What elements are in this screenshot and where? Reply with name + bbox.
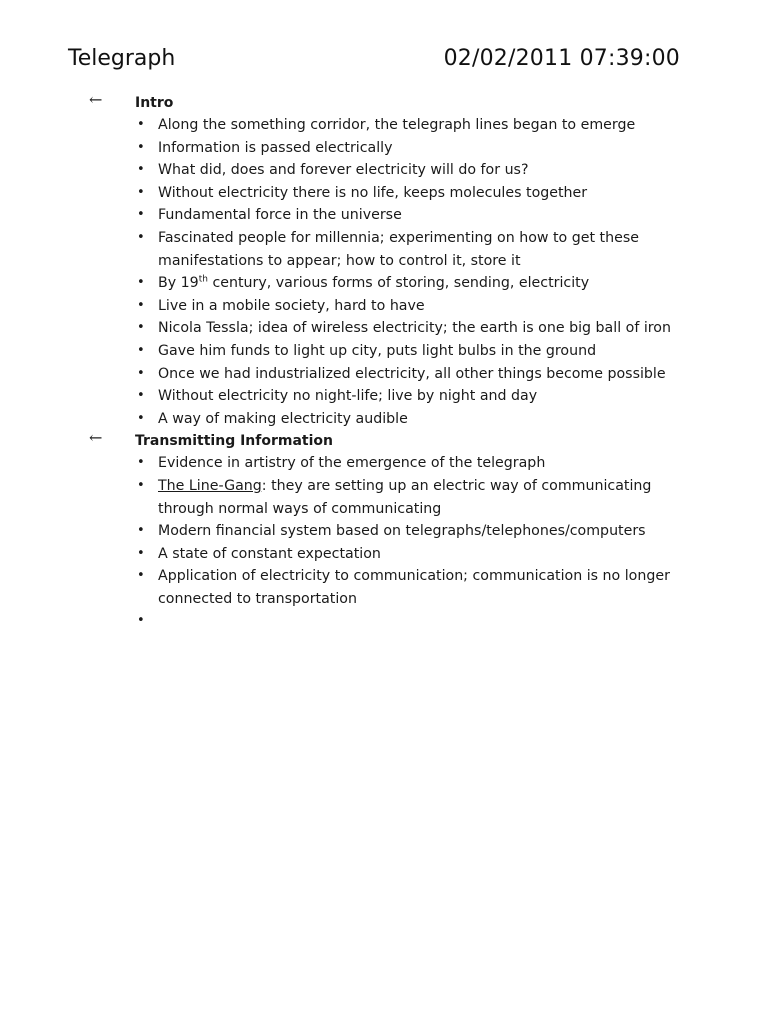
bullet-icon: • [137, 184, 145, 200]
section-heading-text: Transmitting Information [135, 433, 333, 450]
bullet-icon: • [137, 523, 145, 539]
bullet-item: • Live in a mobile society, hard to have [0, 295, 688, 318]
bullet-item: • Application of electricity to communication; communication is no longer connected to transportation [0, 565, 688, 610]
section-heading [0, 92, 768, 114]
bullet-icon: • [137, 388, 145, 404]
document-header [68, 44, 680, 76]
bullet-icon: • [137, 410, 145, 426]
bullet-icon: • [137, 229, 145, 245]
bullet-item: • Without electricity no night-life; live by night and day [0, 385, 688, 408]
bullet-icon: • [137, 365, 145, 381]
bullet-item: • A way of making electricity audible [0, 408, 688, 431]
bullet-icon: • [137, 320, 145, 336]
bullet-item: • Along the something corridor, the telegraph lines began to emerge [0, 114, 688, 137]
section-heading-text: Intro [135, 95, 174, 111]
bullet-item: • By 19th century, various forms of storing, sending, electricity [0, 272, 688, 295]
notes-sections [0, 90, 768, 629]
section-intro [0, 92, 768, 430]
bullet-icon: • [137, 613, 145, 629]
bullet-item: • Fascinated people for millennia; experimenting on how to get these manifestations to appear; how to control it, store it [0, 227, 688, 272]
bullet-item: • Without electricity there is no life, keeps molecules together [0, 182, 688, 205]
bullet-item: • Nicola Tessla; idea of wireless electricity; the earth is one big ball of iron [0, 317, 688, 340]
document-datetime: 02/02/2011 07:39:00 [443, 46, 680, 71]
section-transmitting-information [0, 428, 768, 629]
section-heading [0, 430, 768, 452]
bullet-icon: • [137, 455, 145, 471]
underlined-term: The Line-Gang [158, 477, 262, 494]
document-title: Telegraph [68, 46, 176, 71]
bullet-icon: • [137, 275, 145, 291]
bullet-item: • Evidence in artistry of the emergence of the telegraph [0, 452, 688, 475]
bullet-item: • Fundamental force in the universe [0, 204, 688, 227]
bullet-icon: • [137, 207, 145, 223]
bullet-list [0, 452, 768, 629]
left-arrow-icon: ← [89, 90, 103, 109]
bullet-icon: • [137, 297, 145, 313]
bullet-item: • Information is passed electrically [0, 137, 688, 160]
bullet-icon: • [137, 477, 145, 493]
bullet-item: • What did, does and forever electricity will do for us? [0, 159, 688, 182]
bullet-icon: • [137, 117, 145, 132]
bullet-icon: • [137, 162, 145, 178]
bullet-item: • Once we had industrialized electricity, all other things become possible [0, 363, 688, 386]
bullet-item: • Gave him funds to light up city, puts light bulbs in the ground [0, 340, 688, 363]
bullet-list [0, 114, 768, 430]
bullet-item: • A state of constant expectation [0, 543, 688, 566]
left-arrow-icon: ← [89, 428, 103, 448]
bullet-icon: • [137, 342, 145, 358]
bullet-icon: • [137, 545, 145, 561]
bullet-item: • The Line-Gang: they are setting up an electric way of communicating through normal ways of communicating [0, 475, 688, 520]
bullet-icon: • [137, 568, 145, 584]
bullet-icon: • [137, 139, 145, 155]
bullet-item: • Modern financial system based on telegraphs/telephones/computers [0, 520, 688, 543]
